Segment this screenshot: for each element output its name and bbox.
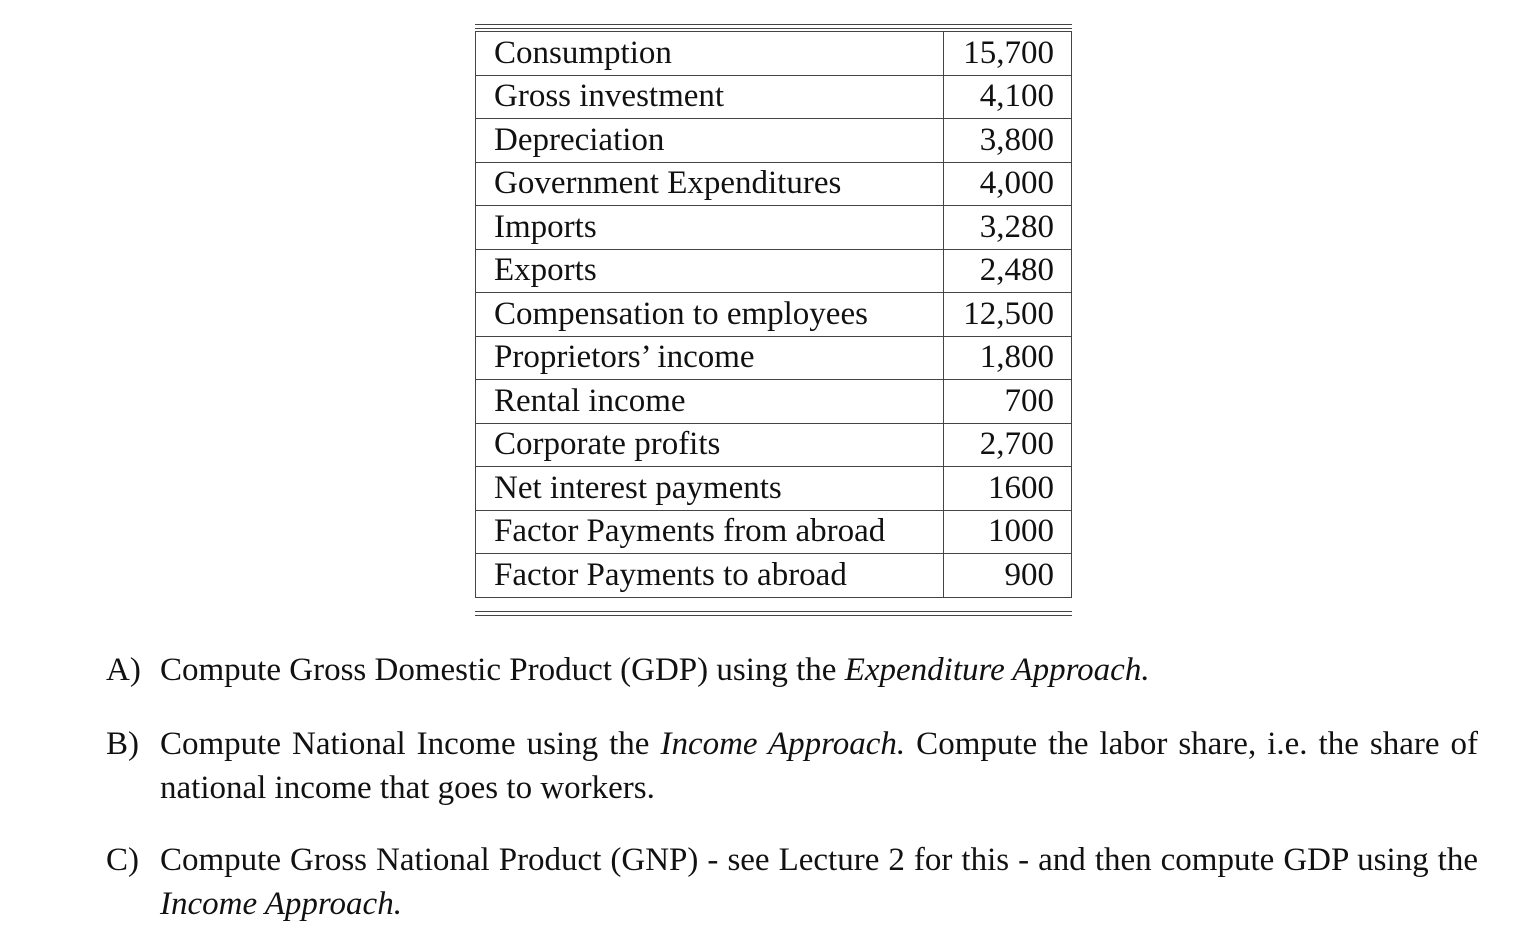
question-c-emphasis: Income Approach. [160, 886, 402, 922]
row-value: 900 [944, 554, 1072, 598]
table-bottom-rule-outer [475, 615, 1072, 616]
table-row [476, 510, 1072, 554]
table-row [476, 423, 1072, 467]
table-row [476, 32, 1072, 76]
table-row [476, 293, 1072, 337]
row-value: 1,800 [944, 336, 1072, 380]
question-b-label: B) [106, 726, 139, 762]
table-row [476, 467, 1072, 511]
question-a [106, 648, 1478, 692]
table-top-rule-inner [475, 28, 1072, 29]
question-a-text: Compute Gross Domestic Product (GDP) using the [160, 652, 845, 688]
row-label: Depreciation [476, 119, 944, 163]
question-c-label: C) [106, 842, 139, 878]
table-row [476, 336, 1072, 380]
question-c-text: Compute Gross National Product (GNP) - see Lecture 2 for this - and then compute GDP using the [160, 842, 1478, 878]
row-value: 4,000 [944, 162, 1072, 206]
table-row [476, 162, 1072, 206]
table-row [476, 119, 1072, 163]
question-b-text-continued: Compute the labor share, i.e. the share of national income that goes to workers. [160, 726, 1478, 806]
row-label: Net interest payments [476, 467, 944, 511]
row-value: 12,500 [944, 293, 1072, 337]
table-row [476, 75, 1072, 119]
table-bottom-rule-inner [475, 611, 1072, 612]
row-label: Consumption [476, 32, 944, 76]
table-row [476, 554, 1072, 598]
question-b-emphasis: Income Approach. [660, 726, 906, 762]
table-row [476, 380, 1072, 424]
question-c [106, 838, 1478, 926]
row-label: Government Expenditures [476, 162, 944, 206]
question-list [106, 648, 1478, 926]
question-b [106, 722, 1478, 810]
row-value: 3,280 [944, 206, 1072, 250]
table-row [476, 249, 1072, 293]
row-value: 1000 [944, 510, 1072, 554]
row-value: 1600 [944, 467, 1072, 511]
row-value: 15,700 [944, 32, 1072, 76]
row-label: Exports [476, 249, 944, 293]
table-top-rule-outer [475, 24, 1072, 25]
row-label: Rental income [476, 380, 944, 424]
row-value: 2,480 [944, 249, 1072, 293]
national-accounts-table [475, 31, 1072, 598]
question-a-emphasis: Expenditure Approach. [844, 652, 1150, 688]
table-row [476, 206, 1072, 250]
row-value: 2,700 [944, 423, 1072, 467]
row-label: Corporate profits [476, 423, 944, 467]
row-value: 4,100 [944, 75, 1072, 119]
question-b-text: Compute National Income using the [160, 726, 661, 762]
row-label: Proprietors’ income [476, 336, 944, 380]
question-a-label: A) [106, 652, 141, 688]
row-label: Factor Payments to abroad [476, 554, 944, 598]
row-value: 700 [944, 380, 1072, 424]
row-label: Gross investment [476, 75, 944, 119]
row-label: Imports [476, 206, 944, 250]
row-value: 3,800 [944, 119, 1072, 163]
row-label: Factor Payments from abroad [476, 510, 944, 554]
row-label: Compensation to employees [476, 293, 944, 337]
